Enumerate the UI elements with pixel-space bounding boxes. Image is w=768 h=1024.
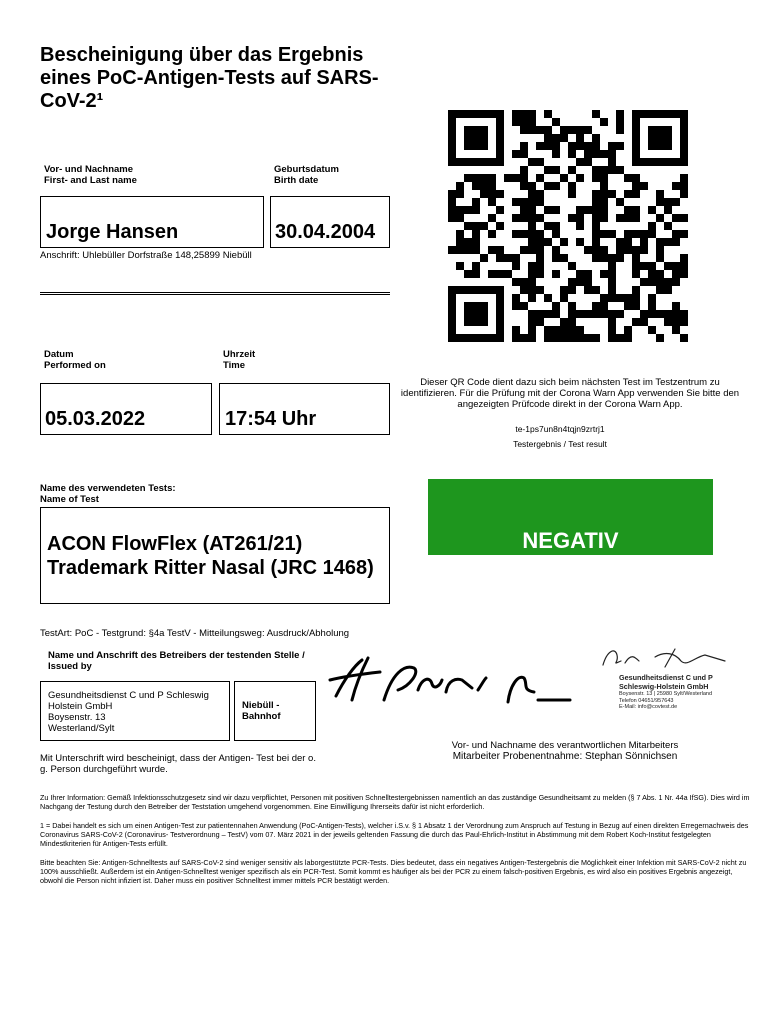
operator-location: Niebüll - Bahnhof: [242, 700, 281, 722]
operator-address: [48, 690, 209, 734]
footer-warning: Bitte beachten Sie: Antigen-Schnelltests auf SARS-CoV-2 sind weniger sensitiv als laborgestützte PCR-Tests. Dies bedeutet, dass ein negatives Antigen-Testergebnis die Möglichkeit einer Infektion mit SARS-CoV-2 nicht zu 100% ausschließt. Außerdem ist ein Antigen-Schnelltest weniger spezifisch als ein PCR-Test. Somit kommt es häufiger als bei der PCR zu einem falsch-positiven Ergebnis, es wird also ein positives Ergebnis angezeigt, obwohl die Person nicht infiziert ist. Daher muss ein positiver Schnelltest immer mittels PCR bestätigt werden.: [40, 858, 747, 885]
signature: [322, 650, 582, 712]
operator-line: Westerland/Sylt: [48, 723, 115, 734]
time-label: [223, 349, 255, 371]
operator-label-de: Name und Anschrift des Betreibers der testenden Stelle /: [48, 650, 305, 661]
dob-label-en: Birth date: [274, 175, 319, 186]
time-field: [219, 383, 390, 435]
name-value: Jorge Hansen: [46, 221, 179, 243]
stamp-email: E-Mail: info@covtest.de: [619, 704, 678, 710]
name-label: [44, 164, 137, 186]
date-label-en: Performed on: [44, 360, 106, 371]
operator-line: Boysenstr. 13: [48, 712, 106, 723]
dob-value: 30.04.2004: [275, 221, 376, 243]
time-value: 17:54 Uhr: [225, 408, 317, 430]
staff-label: Vor- und Nachname des verantwortlichen Mitarbeiters: [451, 740, 679, 751]
qr-code-label: Testergebnis / Test result: [513, 439, 607, 449]
result-badge: NEGATIV: [428, 479, 713, 555]
test-name-field: [40, 507, 390, 604]
operator-line: Holstein GmbH: [48, 701, 113, 712]
stamp-text: [619, 673, 713, 691]
staff-value: Mitarbeiter Probenentnahme: Stephan Sönnichsen: [452, 751, 678, 762]
operator-label-en: Issued by: [48, 661, 92, 672]
address: Anschrift: Uhlebüller Dorfstraße 148,25899 Niebüll: [40, 250, 252, 261]
name-label-de: Vor- und Nachname: [44, 164, 134, 175]
company-stamp: [585, 643, 745, 717]
test-art: TestArt: PoC - Testgrund: §4a TestV - Mitteilungsweg: Ausdruck/Abholung: [40, 628, 350, 639]
stamp-phone: Telefon 04651/957643: [619, 697, 674, 704]
footer-note: 1 = Dabei handelt es sich um einen Antigen-Test zur patientennahen Anwendung (PoC-Antigen-Tests), welcher i.S.v. § 1 Absatz 1 der Verordnung zum Anspruch auf Testung in Bezug auf einen direkten Erregernachweis des Coronavirus SARS-CoV-2 (Coronavirus- Testverordnung – TestV) vom 07. März 2021 in der jeweils geltenden Fassung die durch das Paul-Ehrlich-Institut in Abstimmung mit dem Robert Koch-Institut festgelegten Mindestkriterien für Antigen-Tests erfüllt.: [40, 821, 749, 848]
divider: [40, 292, 390, 295]
stamp-details: [619, 691, 712, 711]
operator-location-box: [234, 681, 316, 741]
name-field: [40, 196, 264, 248]
qr-code: [446, 110, 690, 342]
signature-note: Mit Unterschrift wird bescheinigt, dass der Antigen- Test bei der o. g. Person durchgeführt wurde.: [40, 753, 316, 775]
time-label-de: Uhrzeit: [223, 349, 256, 360]
dob-label-de: Geburtsdatum: [274, 164, 339, 175]
date-value: 05.03.2022: [45, 408, 146, 430]
footer-info: Zu Ihrer Information: Gemäß Infektionsschutzgesetz sind wir dazu verpflichtet, Personen mit positiven Schnelltestergebnissen namentlich an das zuständige Gesundheitsamt zu melden (§ 7 Abs. 1 Nr. 44a IfSG). Dies wird im Nachgang der Testung durch den Betreiber der Teststation umgehend vorgenommen. Eine Einwilligung Ihrerseits dafür ist nicht erforderlich.: [40, 793, 750, 811]
test-name-label-en: Name of Test: [40, 494, 99, 505]
date-field: [40, 383, 212, 435]
page-title: Bescheinigung über das Ergebnis eines PoC-Antigen-Tests auf SARS-CoV-2¹: [40, 44, 379, 112]
name-label-en: First- and Last name: [44, 175, 137, 186]
stamp-name2: Schleswig-Holstein GmbH: [619, 682, 709, 691]
dob-field: [270, 196, 390, 248]
test-name-label-de: Name des verwendeten Tests:: [40, 483, 176, 494]
date-label: [44, 349, 106, 371]
operator-label: [48, 650, 318, 672]
date-label-de: Datum: [44, 349, 74, 360]
qr-code-text: te-1ps7un8n4tqjn9zrtrj1: [515, 424, 605, 434]
stamp-name: Gesundheitsdienst C und P: [619, 673, 713, 682]
test-name-value: ACON FlowFlex (AT261/21) Trademark Ritter Nasal (JRC 1468): [47, 533, 374, 579]
operator-address-box: [40, 681, 230, 741]
operator-line: Gesundheitsdienst C und P Schleswig: [48, 690, 209, 701]
dob-label: [274, 164, 339, 186]
stamp-address: Boysenstr. 13 | 25980 Sylt/Westerland: [619, 691, 713, 697]
test-name-label: [40, 483, 176, 505]
qr-info: Dieser QR Code dient dazu sich beim nächsten Test im Testzentrum zu identifizieren. Für die Prüfung mit der Corona Warn App verwenden Sie bitte den angezeigten Prüfcode direkt in der Corona Warn App.: [400, 377, 740, 410]
time-label-en: Time: [223, 360, 246, 371]
stamp-signature: [595, 643, 735, 673]
